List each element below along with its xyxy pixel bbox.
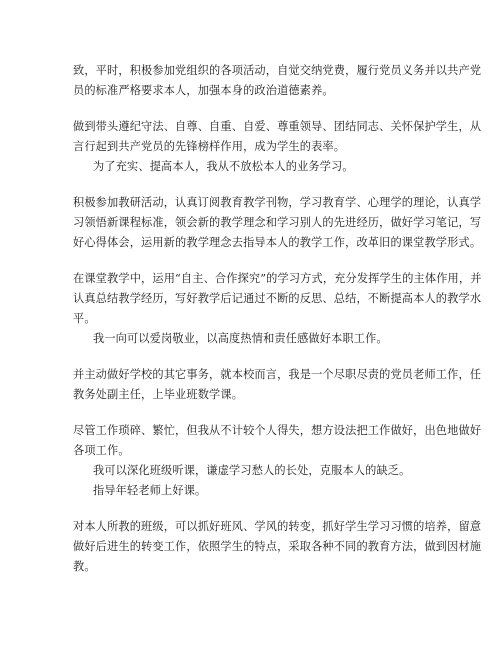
text-line: 各项工作。: [73, 444, 130, 457]
text-line: 平。: [73, 312, 96, 325]
text-line: 对本人所教的班级，可以抓好班风、学风的转变，抓好学生学习习惯的培养，留意: [73, 520, 482, 533]
text-line: 做好后进生的转变工作，依照学生的特点，采取各种不同的教育方法，做到因材施: [73, 540, 482, 553]
text-line: 教务处副主任，上毕业班数学课。: [73, 388, 244, 401]
text-line: 教。: [73, 560, 96, 573]
text-line: 积极参加教研活动，认真订阅教育教学刊物，学习教育学、心理学的理论，认真学: [73, 196, 482, 209]
text-line: 好心得体会，运用新的教学理念去指导本人的教学工作，改革旧的课堂教学形式。: [73, 236, 482, 249]
text-line: 我可以深化班级听课，谦虚学习愁人的长处，克服本人的缺乏。: [93, 464, 411, 477]
text-line: 员的标准严格要求本人，加强本身的政治道德素养。: [73, 84, 334, 97]
text-line: 做到带头遵纪守法、自尊、自重、自爱、尊重领导、团结同志、关怀保护学生，从: [73, 120, 482, 133]
text-line: 指导年轻老师上好课。: [93, 484, 207, 497]
text-line: 认真总结教学经历，写好教学后记通过不断的反思、总结，不断提高本人的教学水: [73, 292, 482, 305]
text-line: 习领悟新课程标准，领会新的教学理念和学习别人的先进经历，做好学习笔记，写: [73, 216, 482, 229]
text-line: 在课堂教学中，运用“自主、合作探究”的学习方式，充分发挥学生的主体作用，并: [73, 272, 482, 285]
text-line: 我一向可以爱岗敬业，以高度热情和责任感做好本职工作。: [93, 332, 388, 345]
text-line: 并主动做好学校的其它事务，就本校而言，我是一个尽职尽责的党员老师工作，任: [73, 368, 482, 381]
text-line: 为了充实、提高本人，我从不放松本人的业务学习。: [93, 160, 354, 173]
text-line: 致，平时，积极参加党组织的各项活动，自觉交纳党费，履行党员义务并以共产党: [73, 64, 482, 77]
text-line: 言行起到共产党员的先锋榜样作用，成为学生的表率。: [73, 140, 346, 153]
text-line: 尽管工作琐碎、繁忙，但我从不计较个人得失，想方设法把工作做好，出色地做好: [73, 424, 482, 437]
